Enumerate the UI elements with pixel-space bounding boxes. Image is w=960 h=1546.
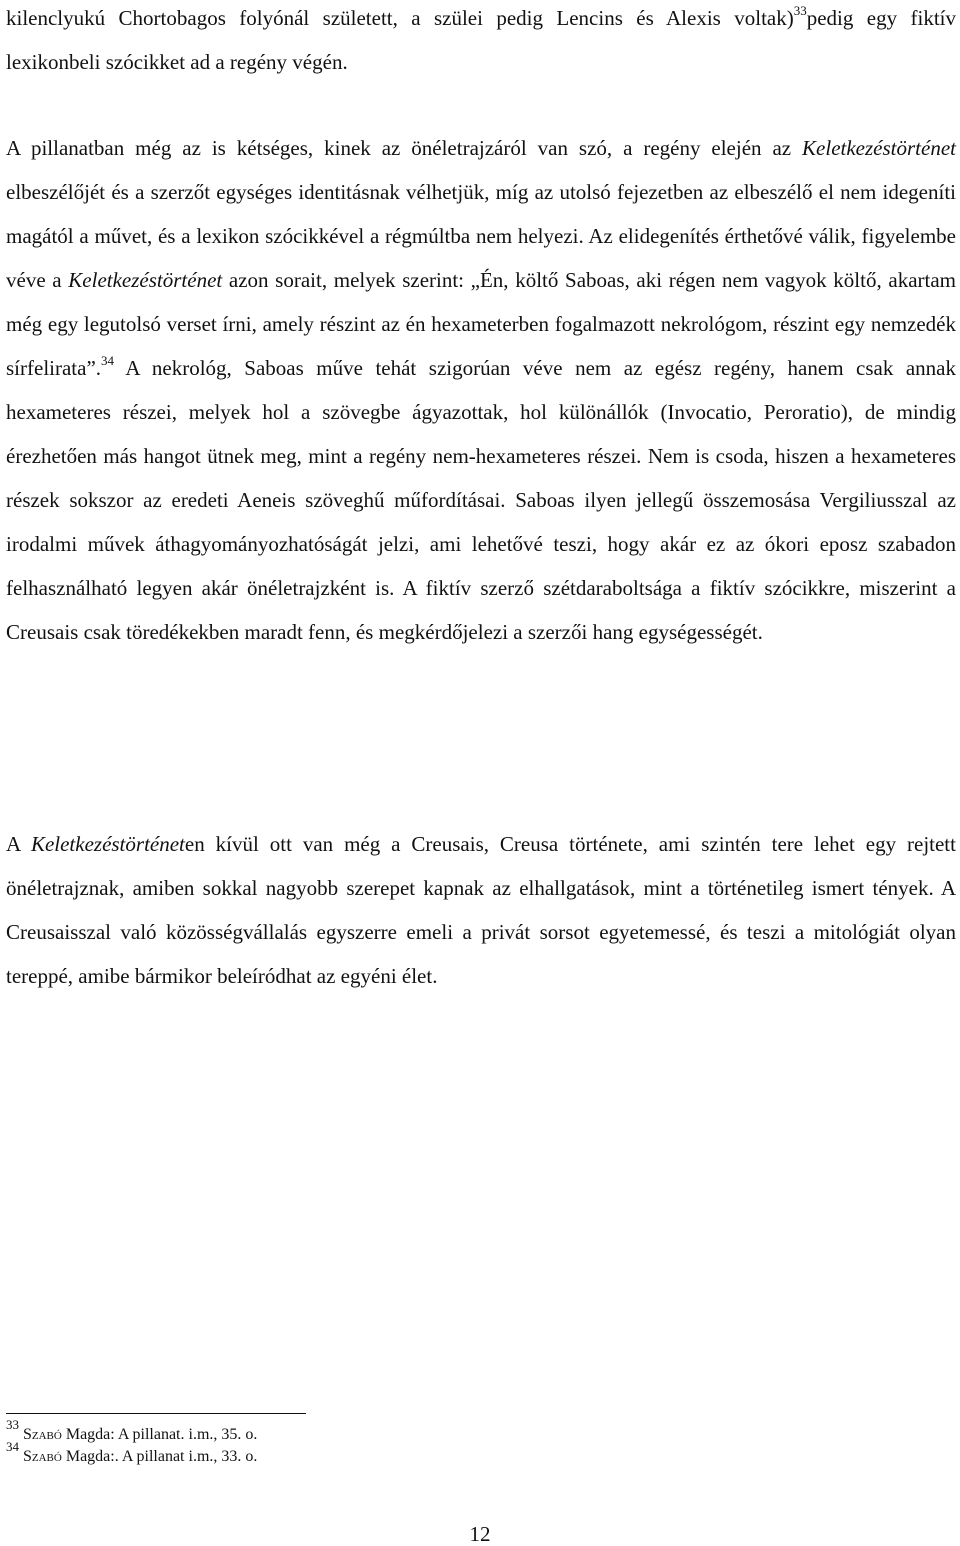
footnote-author: Szabó [23,1448,62,1465]
paragraph-1 [6,0,956,84]
footnotes [6,1417,606,1468]
footnote-33 [6,1417,606,1446]
paragraph-2 [6,126,956,654]
footnote-text: Magda: A pillanat. i.m., 35. o. [61,1426,258,1443]
footnote-separator [6,1413,306,1414]
paragraph-3-text-b: en kívül ott van még a Creusais, Creusa története, ami szintén tere lehet egy rejtett önéletrajznak, amiben sokkal nagyobb szerepet kapnak az elhallgatások, mint a történetileg ismert tények. A Creusaisszal való közösségvállalás egyszerre emeli a privát sorsot egyetemessé, és teszi a mitológiát olyan tereppé, amibe bármikor beleíródhat az egyéni élet. [6,832,956,988]
paragraph-3 [6,822,956,998]
footnote-author: Szabó [23,1426,62,1443]
paragraph-2-text-b: elbeszélőjét és a szerzőt egységes identitásnak vélhetjük, míg az utolsó fejezetben az elbeszélő el nem idegeníti magától a művet, és a lexikon szócikkével a régmúltba nem helyezi. Az elidegenítés érthetővé válik, figyelembe véve a [6,180,956,292]
page-number: 12 [469,1522,491,1546]
footnote-text: Magda:. A pillanat i.m., 33. o. [61,1448,258,1465]
footnote-reference-33: 33 [793,3,807,18]
work-title-italic: Keletkezéstörténet [802,136,956,160]
paragraph-1-text-b: pedig egy fiktív lexikonbeli szócikket ad a regény végén. [6,6,956,74]
footnote-number: 33 [6,1417,19,1432]
footnote-34 [6,1439,606,1468]
paragraph-2-text-a: A pillanatban még az is kétséges, kinek az önéletrajzáról van szó, a regény elején az [6,136,803,160]
work-title-italic: Keletkezéstörténet [68,268,223,292]
footnote-number: 34 [6,1439,19,1454]
paragraph-1-text-a: kilenclyukú Chortobagos folyónál született, a szülei pedig Lencins és Alexis voltak) [6,6,794,30]
paragraph-2-text-d: A nekrológ, Saboas műve tehát szigorúan véve nem az egész regény, hanem csak annak hexameteres részei, melyek hol a szövegbe ágyazottak, hol különállók (Invocatio, Peroratio), de mindig érezhetően más hangot ütnek meg, mint a regény nem-hexameteres részei. Nem is csoda, hiszen a hexameteres részek sokszor az eredeti Aeneis szöveghű műfordításai. Saboas ilyen jellegű összemosása Vergiliusszal az irodalmi művek áthagyományozhatóságát jelzi, ami lehetővé teszi, hogy akár ez az ókori eposz szabadon felhasználható legyen akár önéletrajzként is. A fiktív szerző szétdaraboltsága a fiktív szócikkre, miszerint a Creusais csak töredékekben maradt fenn, és megkérdőjelezi a szerzői hang egységességét. [6,356,956,644]
paragraph-3-text-a: A [6,832,31,856]
paragraph-2-text-c: azon sorait, melyek szerint: „Én, költő Saboas, aki régen nem vagyok költő, akartam még egy legutolsó verset írni, amely részint az én hexameterben fogalmazott nekrológom, részint egy nemzedék sírfelirata”. [6,268,956,380]
footnote-reference-34: 34 [101,353,115,368]
work-title-italic: Keletkezéstörténet [30,832,185,856]
